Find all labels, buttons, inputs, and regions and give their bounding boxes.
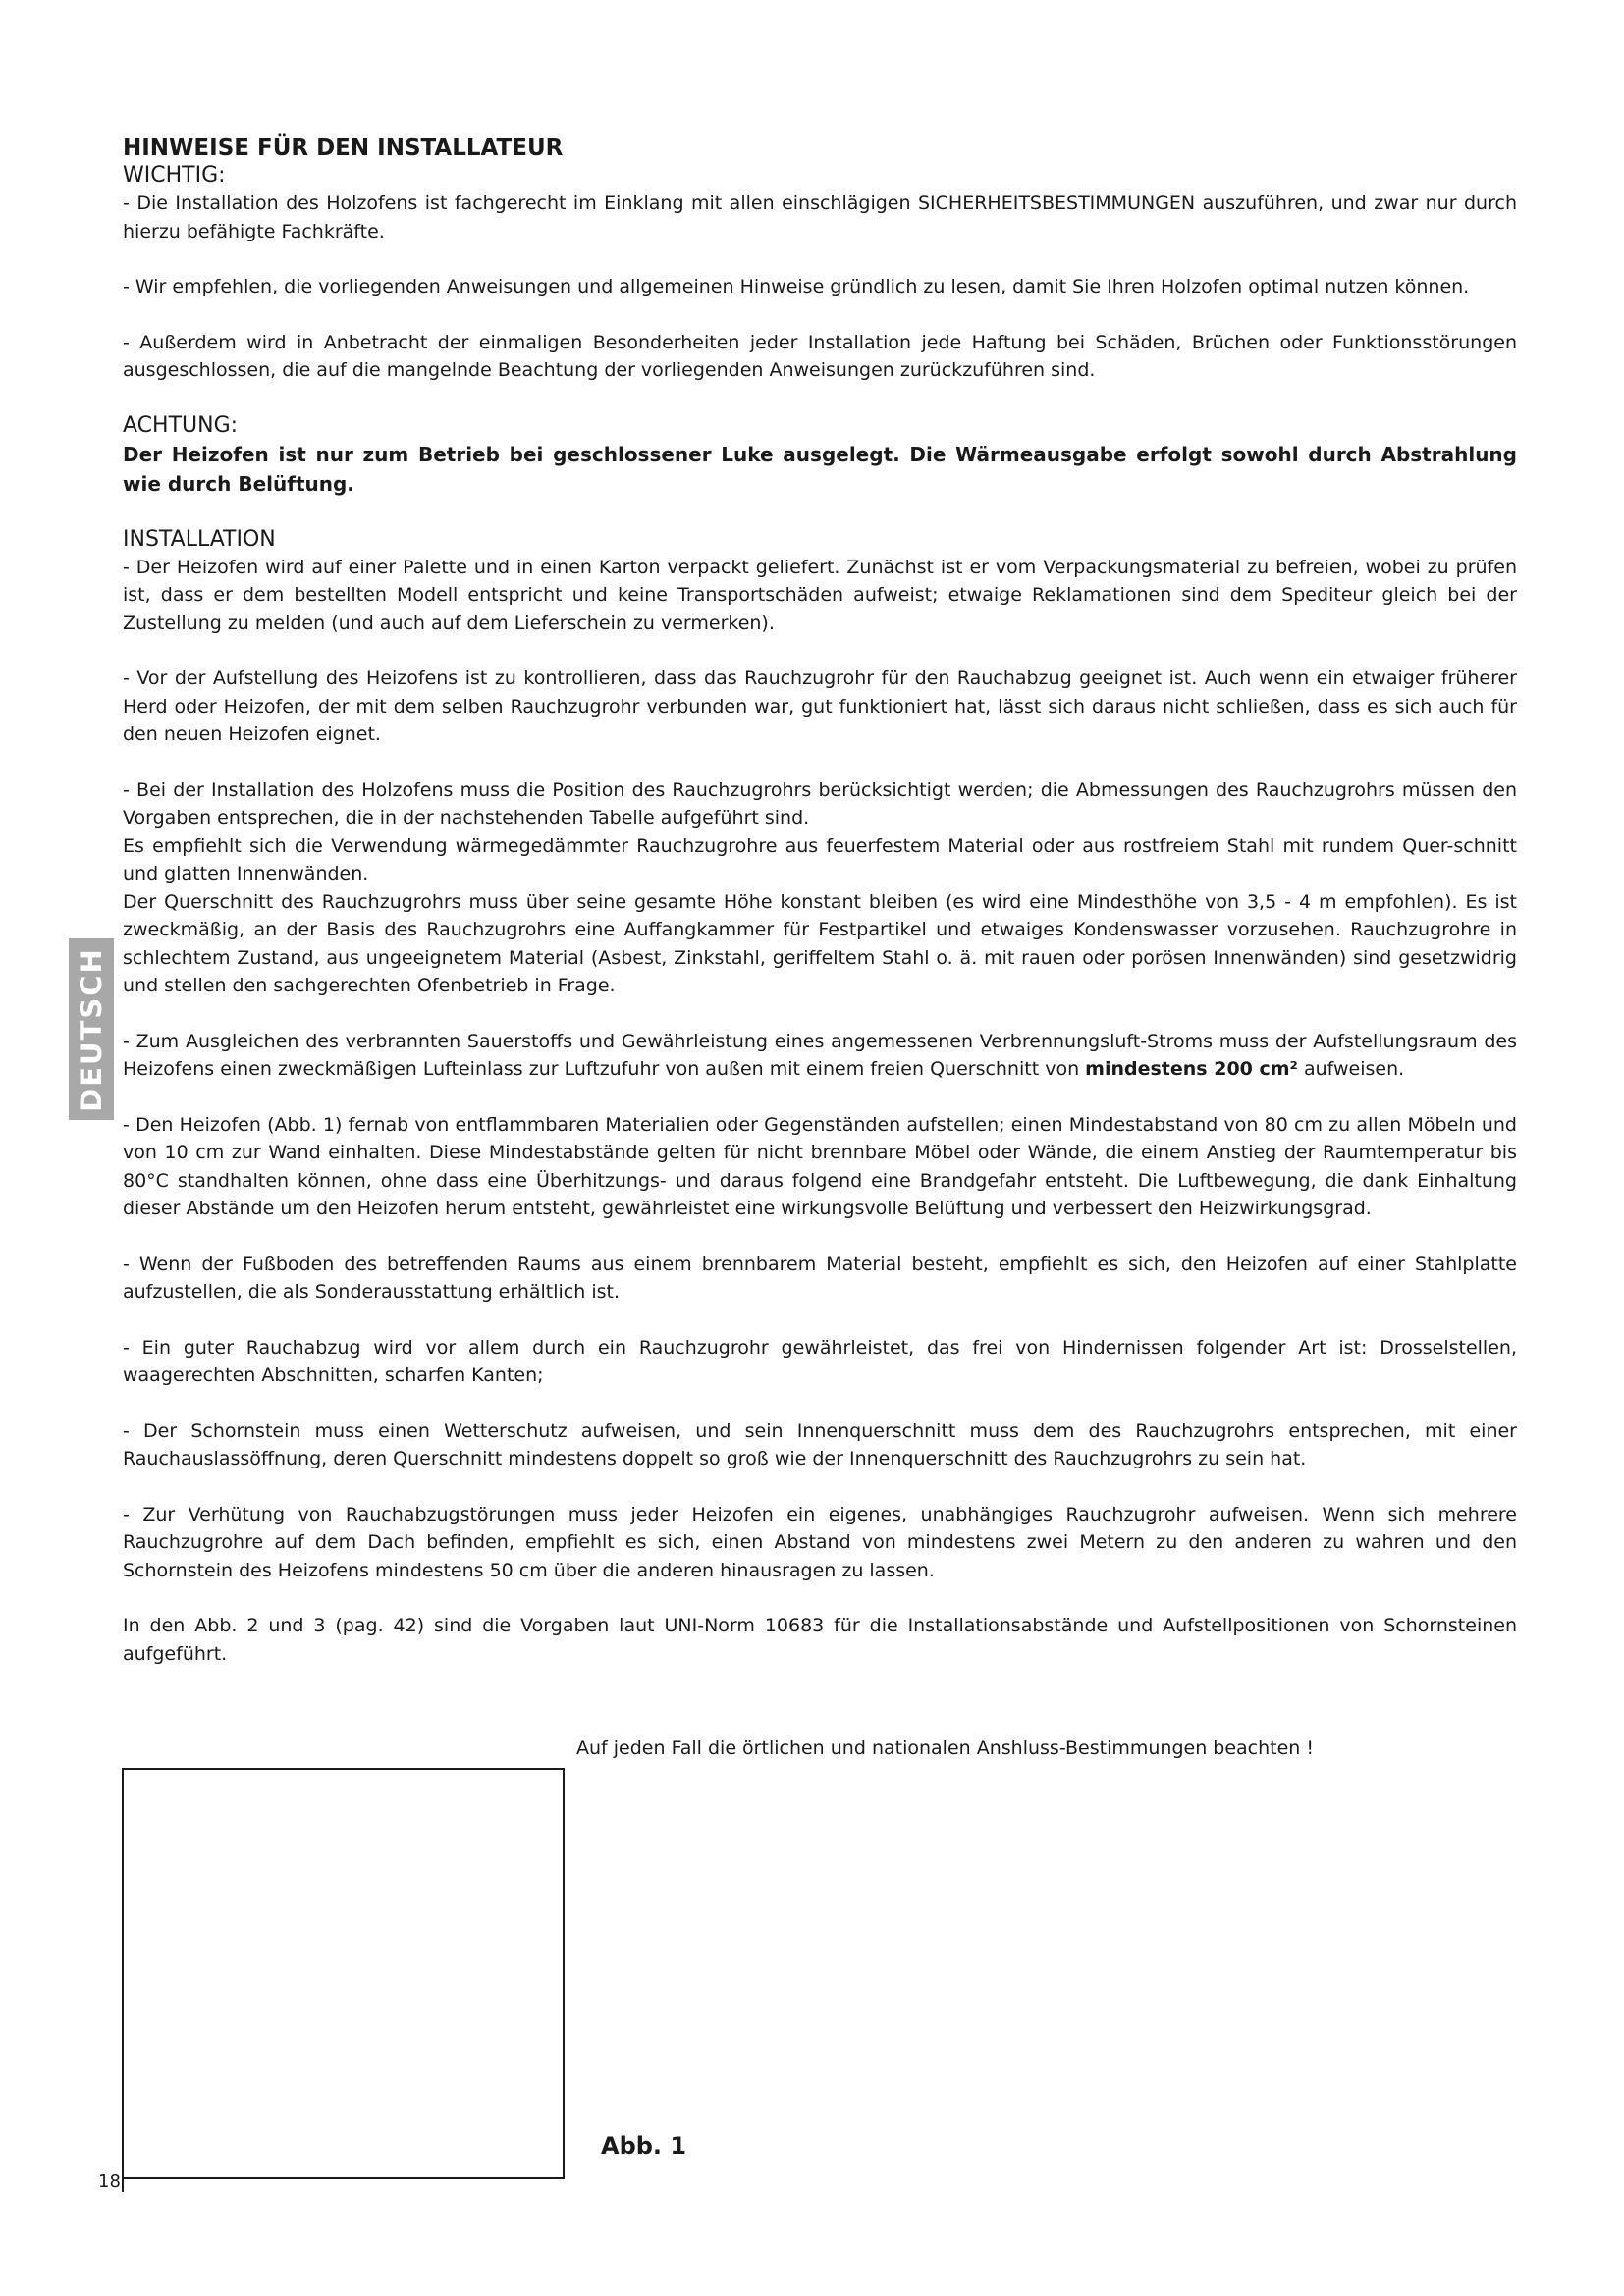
installation-paragraph-9: - Zur Verhütung von Rauchabzugstörungen muss jeder Heizofen ein eigenes, unabhängiges Rauchzugrohr aufweisen. Wenn sich mehrere Rauchzugrohre auf dem Dach befinden, empfiehlt es sich, einen Abstand von mindestens zwei Metern zu den anderen zu wahren und den Schornstein des Heizofens mindestens 50 cm über die anderen hinausragen zu lassen. <box>123 1503 1517 1581</box>
installation-paragraph-2: - Vor der Aufstellung des Heizofens ist zu kontrollieren, dass das Rauchzugrohr für den Rauchabzug geeignet ist. Auch wenn ein etwaiger früherer Herd oder Heizofen, der mit dem selben Rauchzugrohr verbunden war, gut funktioniert hat, lässt sich daraus nicht schließen, dass es sich auch für den neuen Heizofen eignet. <box>123 667 1517 745</box>
installation-paragraph-8: - Der Schornstein muss einen Wetterschutz aufweisen, und sein Innenquerschnitt muss dem des Rauchzugrohrs entsprechen, mit einer Rauchauslassöffnung, deren Querschnitt mindestens doppelt so groß wie der Innenquerschnitt des Rauchzugrohrs zu sein hat. <box>123 1419 1517 1469</box>
figure-caption: Abb. 1 <box>601 2132 687 2160</box>
installation-paragraph-10: In den Abb. 2 und 3 (pag. 42) sind die Vorgaben laut UNI-Norm 10683 für die Installationsabstände und Aufstellpositionen von Schornsteinen aufgeführt. <box>123 1615 1517 1665</box>
installation-paragraph-5: - Den Heizofen (Abb. 1) fernab von entflammbaren Materialien oder Gegenständen aufstellen; einen Mindestabstand von 80 cm zu allen Möbeln und von 10 cm zur Wand einhalten. Diese Mindestabstände gelten für nicht brennbare Möbel oder Wände, die einem Anstieg der Raumtemperatur bis 80°C standhalten können, ohne dass eine Überhitzungs- und daraus folgend eine Brandgefahr entsteht. Die Luftbewegung, die dank Einhaltung dieser Abstände um den Heizofen herum entsteht, gewährleistet eine wirkungsvolle Belüftung und verbessert den Heizwirkungsgrad. <box>123 1113 1517 1219</box>
installation-paragraph-3a: - Bei der Installation des Holzofens muss die Position des Rauchzugrohrs berücksichtigt werden; die Abmessungen des Rauchzugrohrs müssen den Vorgaben entsprechen, die in der nachstehenden Tabelle aufgeführt sind. <box>123 778 1517 828</box>
page-title: HINWEISE FÜR DEN INSTALLATEUR <box>123 135 564 161</box>
installation-heading: INSTALLATION <box>123 526 276 552</box>
wichtig-paragraph-2: - Wir empfehlen, die vorliegenden Anweisungen und allgemeinen Hinweise gründlich zu lesen, damit Sie Ihren Holzofen optimal nutzen können. <box>123 276 1470 297</box>
document-body <box>123 134 1517 1668</box>
language-tab <box>69 938 114 1120</box>
achtung-heading: ACHTUNG: <box>123 412 239 438</box>
language-tab-label: DEUTSCH <box>75 946 108 1112</box>
air-inlet-min-area: mindestens 200 cm² <box>1085 1058 1298 1080</box>
installation-paragraph-3b: Es empfiehlt sich die Verwendung wärmegedämmter Rauchzugrohre aus feuerfestem Material oder aus rostfreiem Stahl mit rundem Quer-schnitt und glatten Innenwänden. <box>123 834 1517 884</box>
page-number: 18 <box>98 2171 121 2192</box>
regulations-note: Auf jeden Fall die örtlichen und nationalen Anshluss-Bestimmungen beachten ! <box>576 1737 1315 1759</box>
installation-paragraph-7: - Ein guter Rauchabzug wird vor allem durch ein Rauchzugrohr gewährleistet, das frei von Hindernissen folgender Art ist: Drosselstellen, waagerechten Abschnitten, scharfen Kanten; <box>123 1336 1517 1386</box>
wichtig-paragraph-1: - Die Installation des Holzofens ist fachgerecht im Einklang mit allen einschlägigen SICHERHEITSBESTIMMUNGEN auszuführen, und zwar nur durch hierzu befähigte Fachkräfte. <box>123 192 1517 242</box>
figure-placeholder <box>122 1768 565 2179</box>
air-inlet-text-after: aufweisen. <box>1303 1058 1405 1080</box>
air-inlet-text-before: - Zum Ausgleichen des verbrannten Sauerstoffs und Gewährleistung eines angemessenen Verbrennungsluft-Stroms muss der Aufstellungsraum des Heizofens einen zweckmäßigen Lufteinlass zur Luftzufuhr von außen mit einem freien Querschnitt von <box>123 1030 1517 1080</box>
page-number-divider <box>122 2163 124 2192</box>
wichtig-heading: WICHTIG: <box>123 163 226 187</box>
wichtig-paragraph-3: - Außerdem wird in Anbetracht der einmaligen Besonderheiten jeder Installation jede Haftung bei Schäden, Brüchen oder Funktionsstörungen ausgeschlossen, die auf die mangelnde Beachtung der vorliegenden Anweisungen zurückzuführen sind. <box>123 331 1517 381</box>
achtung-text: Der Heizofen ist nur zum Betrieb bei geschlossener Luke ausgelegt. Die Wärmeausgabe erfolgt sowohl durch Abstrahlung wie durch Belüftung. <box>123 442 1517 496</box>
installation-paragraph-6: - Wenn der Fußboden des betreffenden Raums aus einem brennbarem Material besteht, empfiehlt es sich, den Heizofen auf einer Stahlplatte aufzustellen, die als Sonderausstattung erhältlich ist. <box>123 1253 1517 1303</box>
installation-paragraph-4 <box>123 1028 1517 1084</box>
installation-paragraph-3c: Der Querschnitt des Rauchzugrohrs muss über seine gesamte Höhe konstant bleiben (es wird eine Mindesthöhe von 3,5 - 4 m empfohlen). Es ist zweckmäßig, an der Basis des Rauchzugrohrs eine Auffangkammer für Festpartikel und etwaiges Kondenswasser vorzusehen. Rauchzugrohre in schlechtem Zustand, aus ungeeignetem Material (Asbest, Zinkstahl, geriffeltem Stahl o. ä. mit rauen oder porösen Innenwänden) sind gesetzwidrig und stellen den sachgerechten Ofenbetrieb in Frage. <box>123 890 1517 996</box>
installation-paragraph-1: - Der Heizofen wird auf einer Palette und in einen Karton verpackt geliefert. Zunächst ist er vom Verpackungsmaterial zu befreien, wobei zu prüfen ist, dass er dem bestellten Modell entspricht und keine Transportschäden aufweist; etwaige Reklamationen sind dem Spediteur gleich bei der Zustellung zu melden (und auch auf dem Lieferschein zu vermerken). <box>123 556 1517 634</box>
